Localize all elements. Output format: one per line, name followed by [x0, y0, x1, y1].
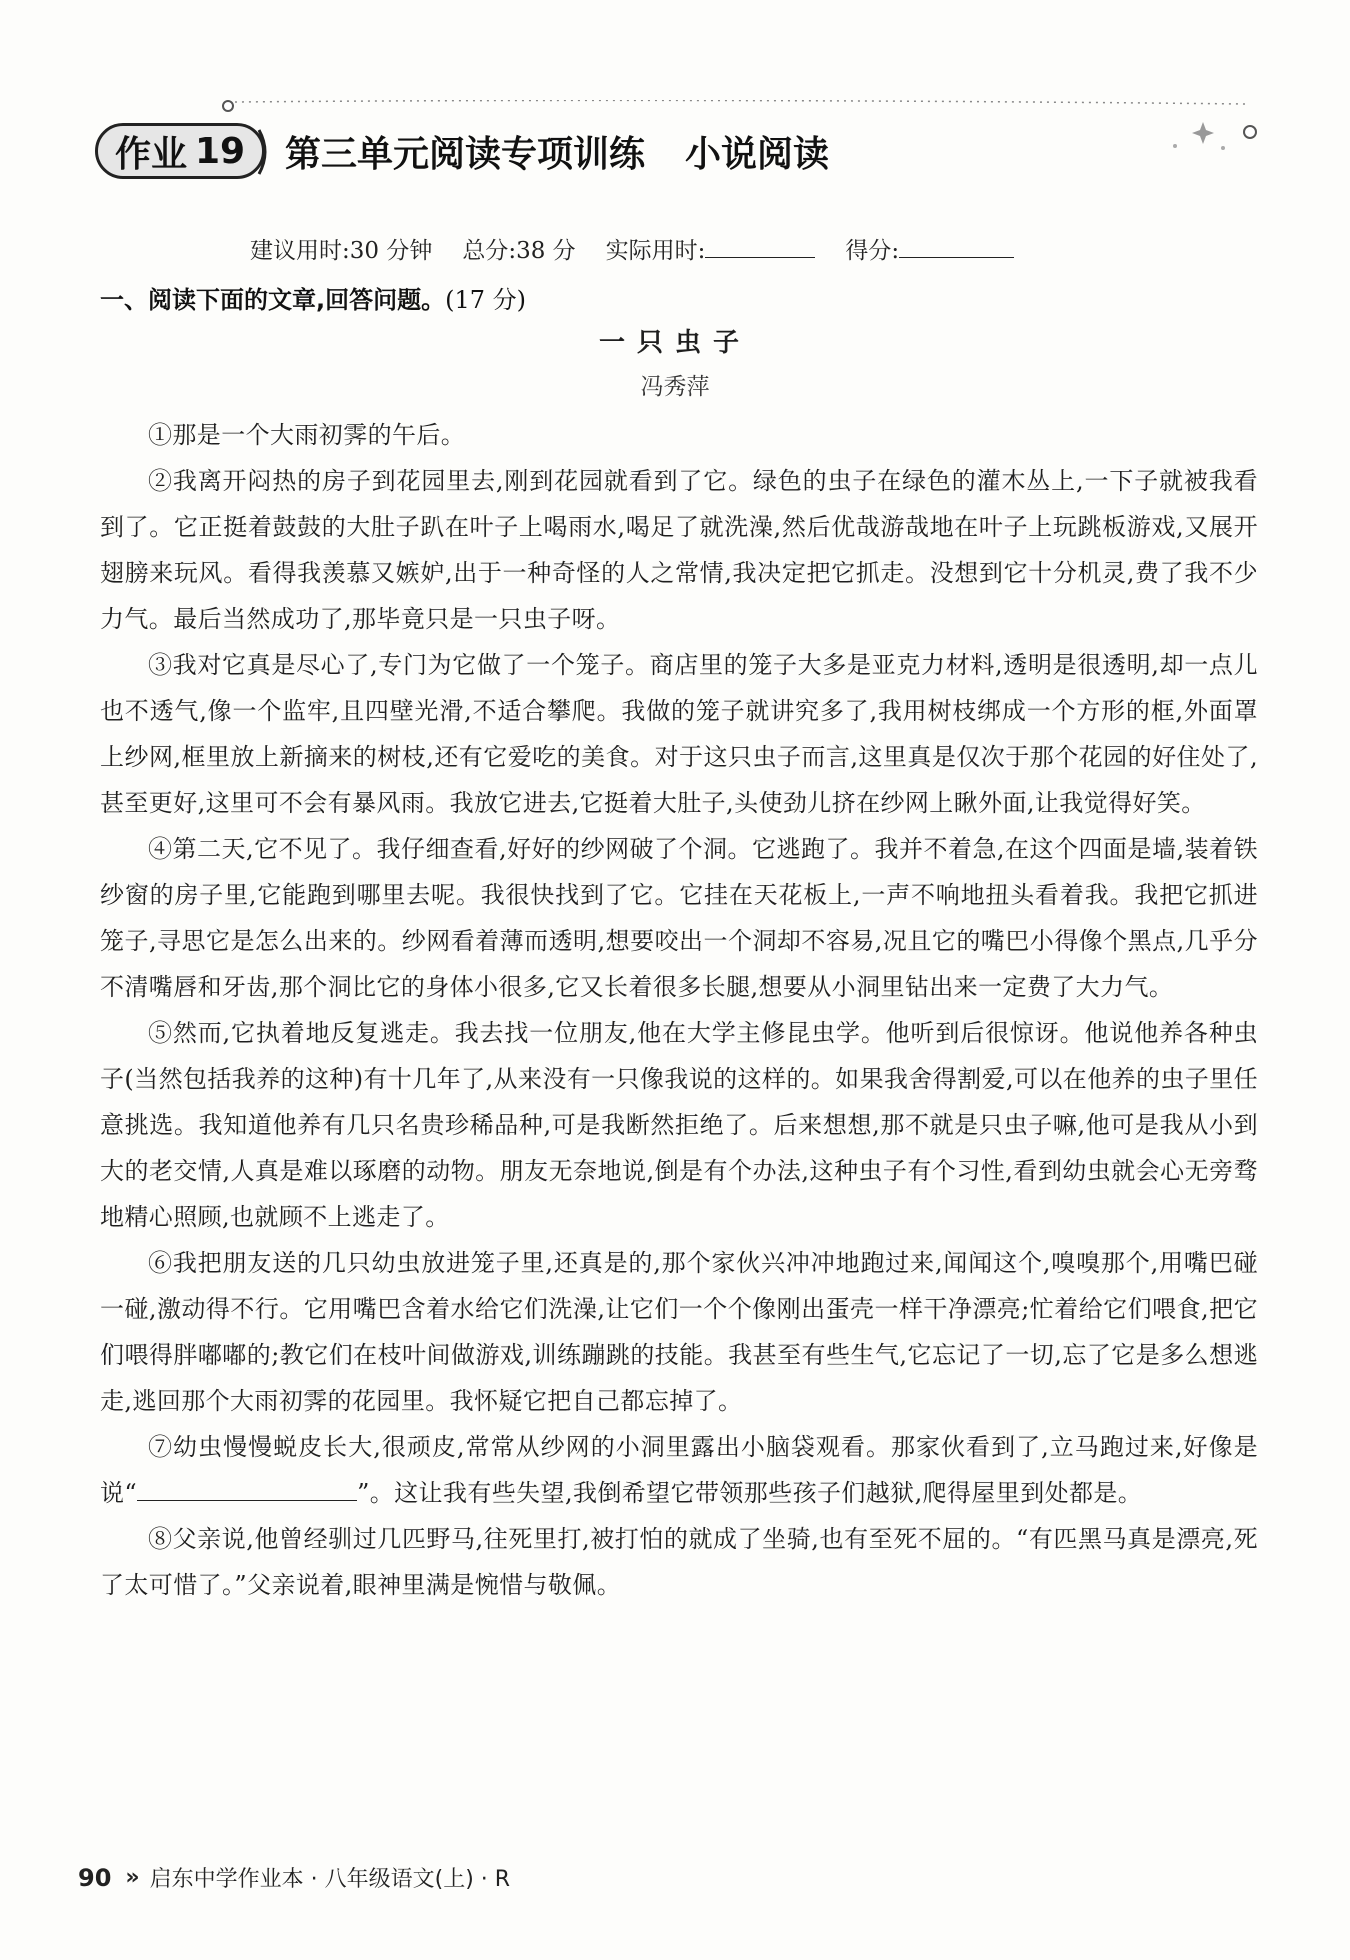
paragraph-5: ⑤然而,它执着地反复逃走。我去找一位朋友,他在大学主修昆虫学。他听到后很惊讶。他说他养各种虫子(当然包括我养的这种)有十几年了,从来没有一只像我说的这样的。如果我舍得割爱,可以在他养的虫子里任意挑选。我知道他养有几只名贵珍稀品种,可是我断然拒绝了。后来想想,那不就是只虫子嘛,他可是我从小到大的老交情,人真是难以琢磨的动物。朋友无奈地说,倒是有个办法,这种虫子有个习性,看到幼虫就会心无旁骛地精心照顾,也就顾不上逃走了。	[100, 1019, 1258, 1231]
double-chevron-icon: »	[125, 1865, 136, 1890]
paragraph-1: ①那是一个大雨初霁的午后。	[148, 421, 466, 449]
section-subtitle: 小说阅读	[685, 134, 830, 175]
page-footer	[78, 1862, 510, 1893]
paragraph-7-after-blank: ”。这让我有些失望,我倒希望它带领那些孩子们越狱,爬得屋里到处都是。	[357, 1479, 1143, 1507]
page-number: 90	[78, 1863, 112, 1892]
suggested-time: 建议用时:30 分钟	[250, 238, 433, 264]
paragraph-3: ③我对它真是尽心了,专门为它做了一个笼子。商店里的笼子大多是亚克力材料,透明是很透明,却一点儿也不透气,像一个监牢,且四壁光滑,不适合攀爬。我做的笼子就讲究多了,我用树枝绑成一个方形的框,外面罩上纱网,框里放上新摘来的树枝,还有它爱吃的美食。对于这只虫子而言,这里真是仅次于那个花园的好住处了,甚至更好,这里可不会有暴风雨。我放它进去,它挺着大肚子,头使劲儿挤在纱网上瞅外面,让我觉得好笑。	[100, 651, 1258, 817]
question-points: (17 分)	[445, 286, 527, 314]
question-instruction: 一、阅读下面的文章,回答问题。	[100, 286, 446, 314]
assignment-header	[95, 118, 1275, 188]
actual-time-label: 实际用时:	[605, 238, 706, 264]
story-title: 一只虫子	[598, 328, 751, 358]
paragraph-8: ⑧父亲说,他曾经驯过几匹野马,往死里打,被打怕的就成了坐骑,也有至死不屈的。“有匹黑马真是漂亮,死了太可惜了。”父亲说着,眼神里满是惋惜与敬佩。	[100, 1525, 1258, 1599]
total-score: 总分:38 分	[462, 238, 576, 264]
page-title	[285, 126, 829, 177]
answer-blank[interactable]	[137, 1474, 357, 1501]
badge-bracket-icon	[255, 126, 275, 178]
book-title: 启东中学作业本 · 八年级语文(上) · R	[149, 1867, 511, 1892]
paragraph-7	[100, 1424, 1258, 1516]
story-author: 冯秀萍	[640, 374, 710, 400]
score-field[interactable]	[899, 235, 1014, 258]
time-score-bar	[250, 232, 1014, 265]
paragraph-2: ②我离开闷热的房子到花园里去,刚到花园就看到了它。绿色的虫子在绿色的灌木丛上,一下子就被我看到了。它正挺着鼓鼓的大肚子趴在叶子上喝雨水,喝足了就洗澡,然后优哉游哉地在叶子上玩跳板游戏,又展开翅膀来玩风。看得我羡慕又嫉妒,出于一种奇怪的人之常情,我决定把它抓走。没想到它十分机灵,费了我不少力气。最后当然成功了,那毕竟只是一只虫子呀。	[100, 467, 1258, 633]
story-body	[100, 412, 1258, 1608]
score-label: 得分:	[845, 238, 900, 264]
badge-number: 19	[194, 130, 246, 172]
paragraph-6: ⑥我把朋友送的几只幼虫放进笼子里,还真是的,那个家伙兴冲冲地跑过来,闻闻这个,嗅嗅那个,用嘴巴碰一碰,激动得不行。它用嘴巴含着水给它们洗澡,让它们一个个像刚出蛋壳一样干净漂亮;忙着给它们喂食,把它们喂得胖嘟嘟的;教它们在枝叶间做游戏,训练蹦跳的技能。我甚至有些生气,它忘记了一切,忘了它是多么想逃走,逃回那个大雨初霁的花园里。我怀疑它把自己都忘掉了。	[100, 1249, 1258, 1415]
actual-time-field[interactable]	[705, 235, 815, 258]
paragraph-4: ④第二天,它不见了。我仔细查看,好好的纱网破了个洞。它逃跑了。我并不着急,在这个四面是墙,装着铁纱窗的房子里,它能跑到哪里去呢。我很快找到了它。它挂在天花板上,一声不响地扭头看着我。我把它抓进笼子,寻思它是怎么出来的。纱网看着薄而透明,想要咬出一个洞却不容易,况且它的嘴巴小得像个黑点,几乎分不清嘴唇和牙齿,那个洞比它的身体小很多,它又长着很多长腿,想要从小洞里钻出来一定费了大力气。	[100, 835, 1258, 1001]
unit-title: 第三单元阅读专项训练	[285, 134, 646, 175]
paragraph-7-before-blank: ⑦幼虫慢慢蜕皮长大,很顽皮,常常从纱网的小洞里露出小脑袋观看。那家伙看到了,立马跑过来,好像是说“	[100, 1433, 1258, 1507]
assignment-badge	[95, 123, 265, 179]
badge-label: 作业	[114, 133, 187, 175]
question-heading	[100, 280, 526, 315]
